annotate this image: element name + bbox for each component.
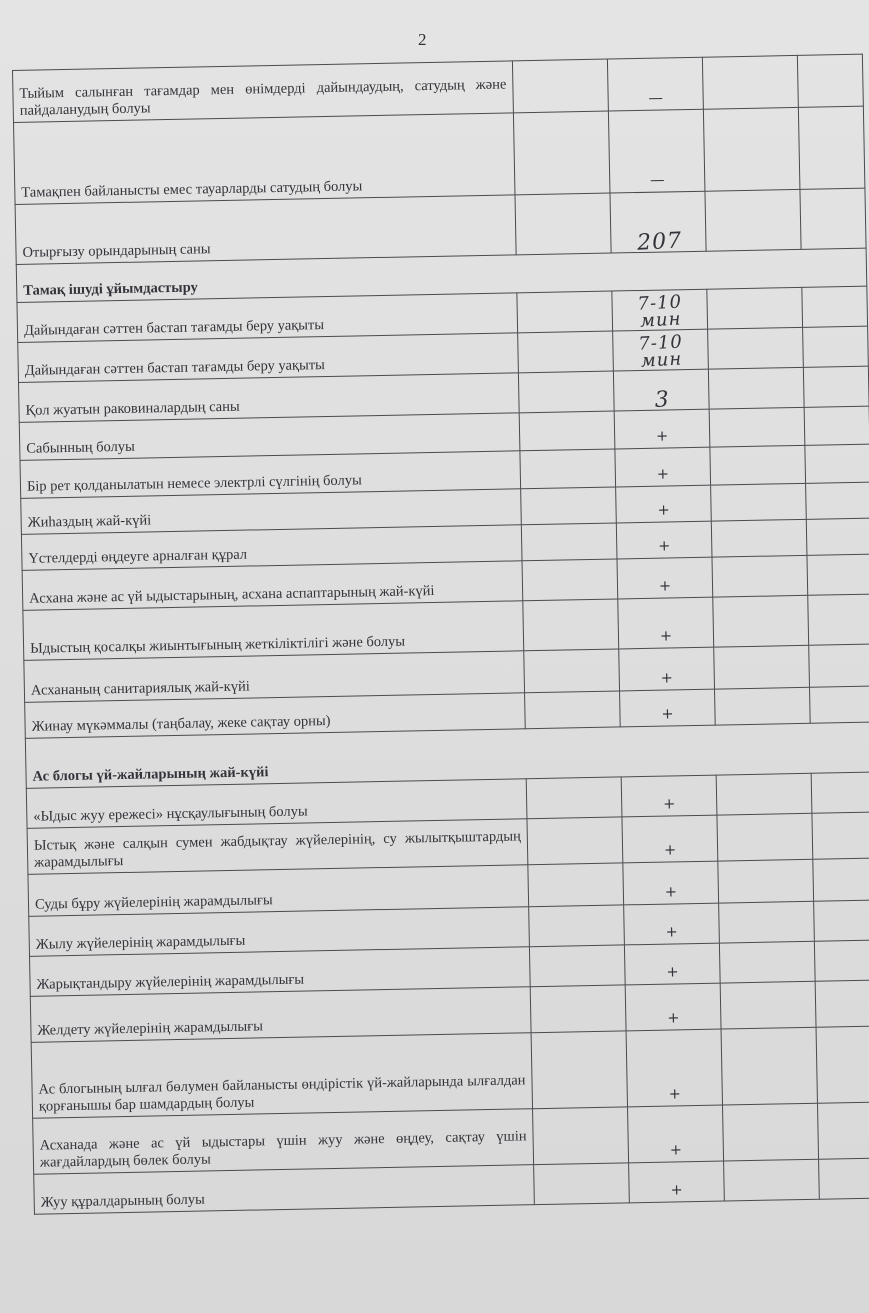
- empty-cell: [533, 1107, 629, 1165]
- handwritten-mark: —: [608, 109, 705, 193]
- handwritten-mark: +: [621, 775, 717, 817]
- requirement-text: Асханада және ас үй ыдыстары үшін жуу және өңдеу, сақтау үшін жағдайлардың бөлек болуы: [33, 1109, 534, 1175]
- requirement-text: Ыдыстың қосалқы жиынтығының жеткіліктілігі және болуы: [23, 601, 524, 661]
- handwritten-mark: 7-10 мин: [612, 328, 709, 373]
- empty-cell: [714, 645, 810, 689]
- requirement-text: «Ыдыс жуу ережесі» нұсқаулығының болуы: [26, 779, 527, 829]
- empty-cell: [719, 901, 815, 943]
- requirement-text: Жуу құралдарының болуы: [34, 1165, 535, 1215]
- empty-cell: [815, 980, 869, 1027]
- empty-cell: [517, 291, 613, 333]
- empty-cell: [513, 111, 610, 195]
- empty-cell: [805, 444, 869, 483]
- empty-cell: [806, 518, 869, 555]
- empty-cell: [528, 863, 624, 907]
- empty-cell: [812, 812, 869, 859]
- empty-cell: [703, 107, 800, 191]
- handwritten-mark: +: [616, 485, 712, 523]
- handwritten-mark: +: [614, 409, 710, 449]
- handwritten-mark: +: [625, 983, 721, 1031]
- empty-cell: [807, 554, 869, 595]
- handwritten-mark: +: [620, 689, 716, 727]
- empty-cell: [710, 445, 806, 485]
- empty-cell: [522, 559, 618, 601]
- requirement-text: Бір рет қолданылатын немесе электрлі сүлгінің болуы: [20, 451, 521, 499]
- handwritten-mark: +: [624, 903, 720, 945]
- empty-cell: [800, 188, 866, 249]
- empty-cell: [709, 407, 805, 447]
- empty-cell: [806, 482, 869, 519]
- empty-cell: [803, 366, 869, 407]
- empty-cell: [716, 773, 812, 815]
- empty-cell: [817, 1102, 869, 1159]
- empty-cell: [811, 772, 869, 813]
- empty-cell: [819, 1158, 869, 1199]
- requirement-text: Тыйым салынған тағамдар мен өнімдерді дайындаудың, сатудың және пайдаланудың болуы: [13, 61, 514, 123]
- empty-cell: [719, 941, 815, 983]
- empty-cell: [524, 649, 620, 693]
- page-number: 2: [418, 30, 427, 49]
- section-title: Ас блогы үй-жайларының жай-күйі: [25, 722, 869, 788]
- empty-cell: [717, 813, 813, 861]
- requirement-text: Жылу жүйелерінің жарамдылығы: [29, 907, 530, 957]
- empty-cell: [809, 686, 869, 723]
- empty-cell: [720, 981, 816, 1029]
- empty-cell: [798, 106, 865, 189]
- empty-cell: [797, 54, 863, 107]
- empty-cell: [816, 1026, 869, 1103]
- handwritten-mark: +: [626, 1029, 722, 1107]
- empty-cell: [519, 411, 615, 451]
- section-title: Тамақ ішуді ұйымдастыру: [16, 248, 867, 302]
- empty-cell: [530, 985, 626, 1033]
- handwritten-mark: +: [628, 1105, 724, 1163]
- empty-cell: [802, 286, 868, 327]
- empty-cell: [718, 859, 814, 903]
- empty-cell: [715, 687, 811, 725]
- handwritten-mark: +: [623, 861, 719, 905]
- empty-cell: [515, 193, 611, 255]
- empty-cell: [521, 523, 617, 561]
- empty-cell: [711, 519, 807, 557]
- handwritten-mark: +: [619, 647, 715, 691]
- checklist-body: [13, 54, 869, 1214]
- empty-cell: [724, 1159, 820, 1201]
- empty-cell: [803, 326, 869, 367]
- empty-cell: [702, 55, 798, 109]
- empty-cell: [523, 599, 619, 651]
- handwritten-mark: 3: [613, 368, 710, 413]
- empty-cell: [723, 1103, 819, 1161]
- empty-cell: [525, 691, 621, 729]
- handwritten-mark: +: [629, 1161, 725, 1203]
- empty-cell: [721, 1027, 817, 1105]
- empty-cell: [804, 406, 869, 445]
- empty-cell: [707, 287, 803, 329]
- requirement-text: Жинау мүкәммалы (таңбалау, жеке сақтау орны): [25, 693, 526, 739]
- empty-cell: [518, 371, 614, 413]
- handwritten-mark: +: [616, 521, 712, 559]
- requirement-text: Желдету жүйелерінің жарамдылығы: [30, 987, 531, 1043]
- handwritten-mark: +: [617, 557, 713, 599]
- requirement-text: Отырғызу орындарының саны: [15, 195, 516, 265]
- requirement-text: Жиһаздың жай-күйі: [21, 489, 522, 535]
- empty-cell: [529, 945, 625, 987]
- requirement-text: Ас блогының ылғал бөлумен байланысты өндірістік үй-жайларында ылғалдан қорғанышы бар шамдардың болуы: [31, 1033, 532, 1119]
- empty-cell: [808, 594, 869, 645]
- requirement-text: Суды бұру жүйелерінің жарамдылығы: [28, 865, 529, 917]
- empty-cell: [521, 487, 617, 525]
- empty-cell: [711, 483, 807, 521]
- requirement-text: Дайындаған сәттен бастап тағамды беру уақыты: [18, 333, 519, 383]
- empty-cell: [712, 555, 808, 597]
- requirement-text: Асхананың санитариялық жай-күйі: [24, 651, 525, 703]
- empty-cell: [518, 331, 614, 373]
- handwritten-mark: —: [607, 57, 703, 111]
- handwritten-mark: 7-10 мин: [611, 288, 708, 333]
- empty-cell: [531, 1031, 627, 1109]
- empty-cell: [529, 905, 625, 947]
- empty-cell: [814, 940, 869, 981]
- requirement-text: Тамақпен байланысты емес тауарларды сатудың болуы: [14, 113, 515, 205]
- empty-cell: [809, 644, 869, 687]
- handwritten-mark: +: [624, 943, 720, 985]
- requirement-text: Асхана және ас үй ыдыстарының, асхана аспаптарының жай-күйі: [22, 561, 523, 611]
- handwritten-mark: +: [618, 597, 714, 649]
- handwritten-mark: +: [622, 815, 718, 863]
- requirement-text: Ыстық және салқын сумен жабдықтау жүйелерінің, су жылытқыштардың жарамдылығы: [27, 819, 528, 875]
- empty-cell: [526, 777, 622, 819]
- requirement-text: Жарықтандыру жүйелерінің жарамдылығы: [30, 947, 531, 997]
- empty-cell: [814, 900, 869, 941]
- empty-cell: [708, 367, 804, 409]
- empty-cell: [713, 595, 809, 647]
- checklist-table: [12, 54, 869, 1215]
- empty-cell: [813, 858, 869, 901]
- handwritten-mark: 207: [609, 190, 707, 255]
- empty-cell: [705, 189, 801, 251]
- empty-cell: [527, 817, 623, 865]
- empty-cell: [534, 1163, 630, 1205]
- requirement-text: Қол жуатын раковиналардың саны: [18, 373, 519, 423]
- empty-cell: [512, 59, 608, 113]
- requirement-text: Дайындаған сәттен бастап тағамды беру уақыты: [17, 293, 518, 343]
- handwritten-mark: +: [615, 447, 711, 487]
- requirement-text: Үстелдерді өңдеуге арналған құрал: [21, 525, 522, 571]
- empty-cell: [708, 327, 804, 369]
- empty-cell: [520, 449, 616, 489]
- requirement-text: Сабынның болуы: [19, 413, 520, 461]
